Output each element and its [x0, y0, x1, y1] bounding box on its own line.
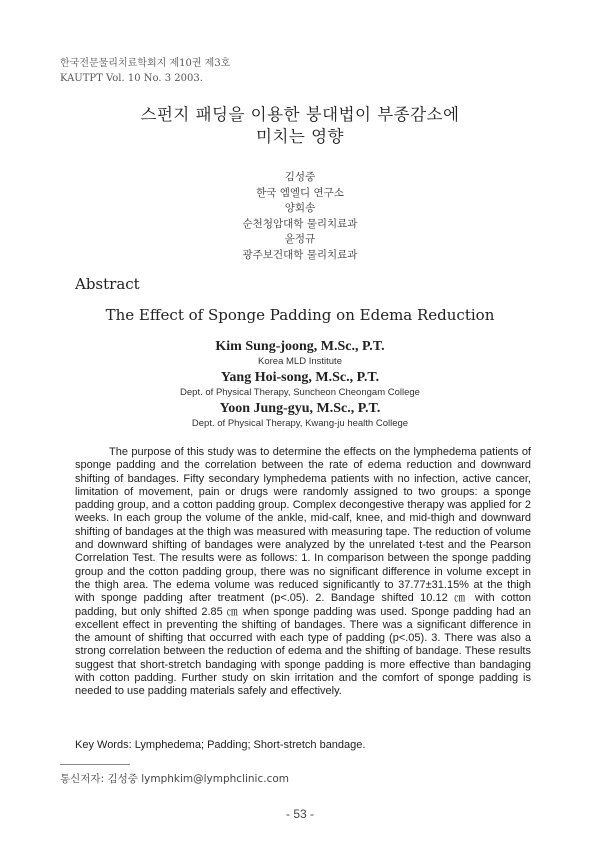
korean-author-name: 양회송 — [284, 202, 316, 214]
journal-volume-info: KAUTPT Vol. 10 No. 3 2003. — [60, 73, 203, 84]
keywords-label: Key Words: — [75, 739, 132, 751]
korean-title — [0, 104, 600, 148]
journal-header — [60, 56, 230, 86]
abstract-body: The purpose of this study was to determine the effects on the lymphedema patients of sponge padding and the correlation between the rate of edema reduction and downward shifting of bandages. Fifty secondary lymphedema patients with no infection, active cancer, limitation of movement, pain or drugs were randomly assigned to two groups: a sponge padding group, and a cotton padding group. Complex decongestive therapy was applied for 2 weeks. In each group the volume of the ankle, mid-calf, knee, and mid-thigh and downward shifting of bandages at the thigh was measured with measuring tape. The reduction of volume and downward shifting of bandages were analyzed by the unrelated t-test and the Pearson Correlation Test. The results were as follows: 1. In comparison between the sponge padding group and the cotton padding group, there was no significant difference in volume except in the thigh area. The edema volume was reduced significantly to 37.77±31.15% at the thigh with sponge padding after treatment (p<.05). 2. Bandage shifted 10.12 ㎝ with cotton padding, but only shifted 2.85 ㎝ when sponge padding was used. Sponge padding had an excellent effect in preventing the shifting of bandages. There was a significant difference in the amount of shifting that occurred with each type of padding (p<.05). 3. There was also a strong correlation between the reduction of edema and the shifting of bandage. These results suggest that short-stretch bandaging with sponge padding is more effective than bandaging with cotton padding. Further study on skin irritation and the comfort of sponge padding is needed to use padding materials safely and effectively. — [75, 446, 531, 698]
english-author-name: Kim Sung-joong, M.Sc., P.T. — [215, 339, 385, 354]
korean-author-affiliation: 광주보건대학 물리치료과 — [242, 248, 358, 261]
keywords — [75, 739, 365, 751]
page-number: - 53 - — [285, 807, 314, 821]
korean-author-name: 윤정규 — [284, 233, 316, 245]
english-author-name: Yoon Jung-gyu, M.Sc., P.T. — [219, 401, 381, 416]
korean-author-affiliation: 한국 엠엘디 연구소 — [256, 186, 344, 199]
english-author-affiliation: Dept. of Physical Therapy, Kwang-ju health College — [191, 418, 409, 429]
keywords-text: Lymphedema; Padding; Short-stretch bandage. — [134, 739, 366, 751]
korean-authors — [0, 170, 600, 263]
korean-author-name: 김성중 — [284, 171, 316, 183]
abstract-heading: Abstract — [75, 275, 140, 293]
korean-title-line-2: 미치는 영향 — [256, 127, 344, 146]
journal-name-korean: 한국전문물리치료학회지 제10권 제3호 — [60, 58, 231, 69]
correspondence-note: 통신저자: 김성중 lymphkim@lymphclinic.com — [60, 773, 290, 785]
english-title: The Effect of Sponge Padding on Edema Reduction — [105, 306, 495, 324]
korean-title-line-1: 스펀지 패딩을 이용한 붕대법이 부종감소에 — [140, 105, 460, 124]
korean-author-affiliation: 순천청암대학 물리치료과 — [242, 217, 358, 230]
english-authors — [0, 338, 600, 431]
english-author-affiliation: Dept. of Physical Therapy, Suncheon Cheongam College — [180, 387, 420, 398]
footnote-divider — [60, 764, 130, 765]
english-author-name: Yang Hoi-song, M.Sc., P.T. — [220, 370, 380, 385]
english-author-affiliation: Korea MLD Institute — [258, 356, 342, 367]
